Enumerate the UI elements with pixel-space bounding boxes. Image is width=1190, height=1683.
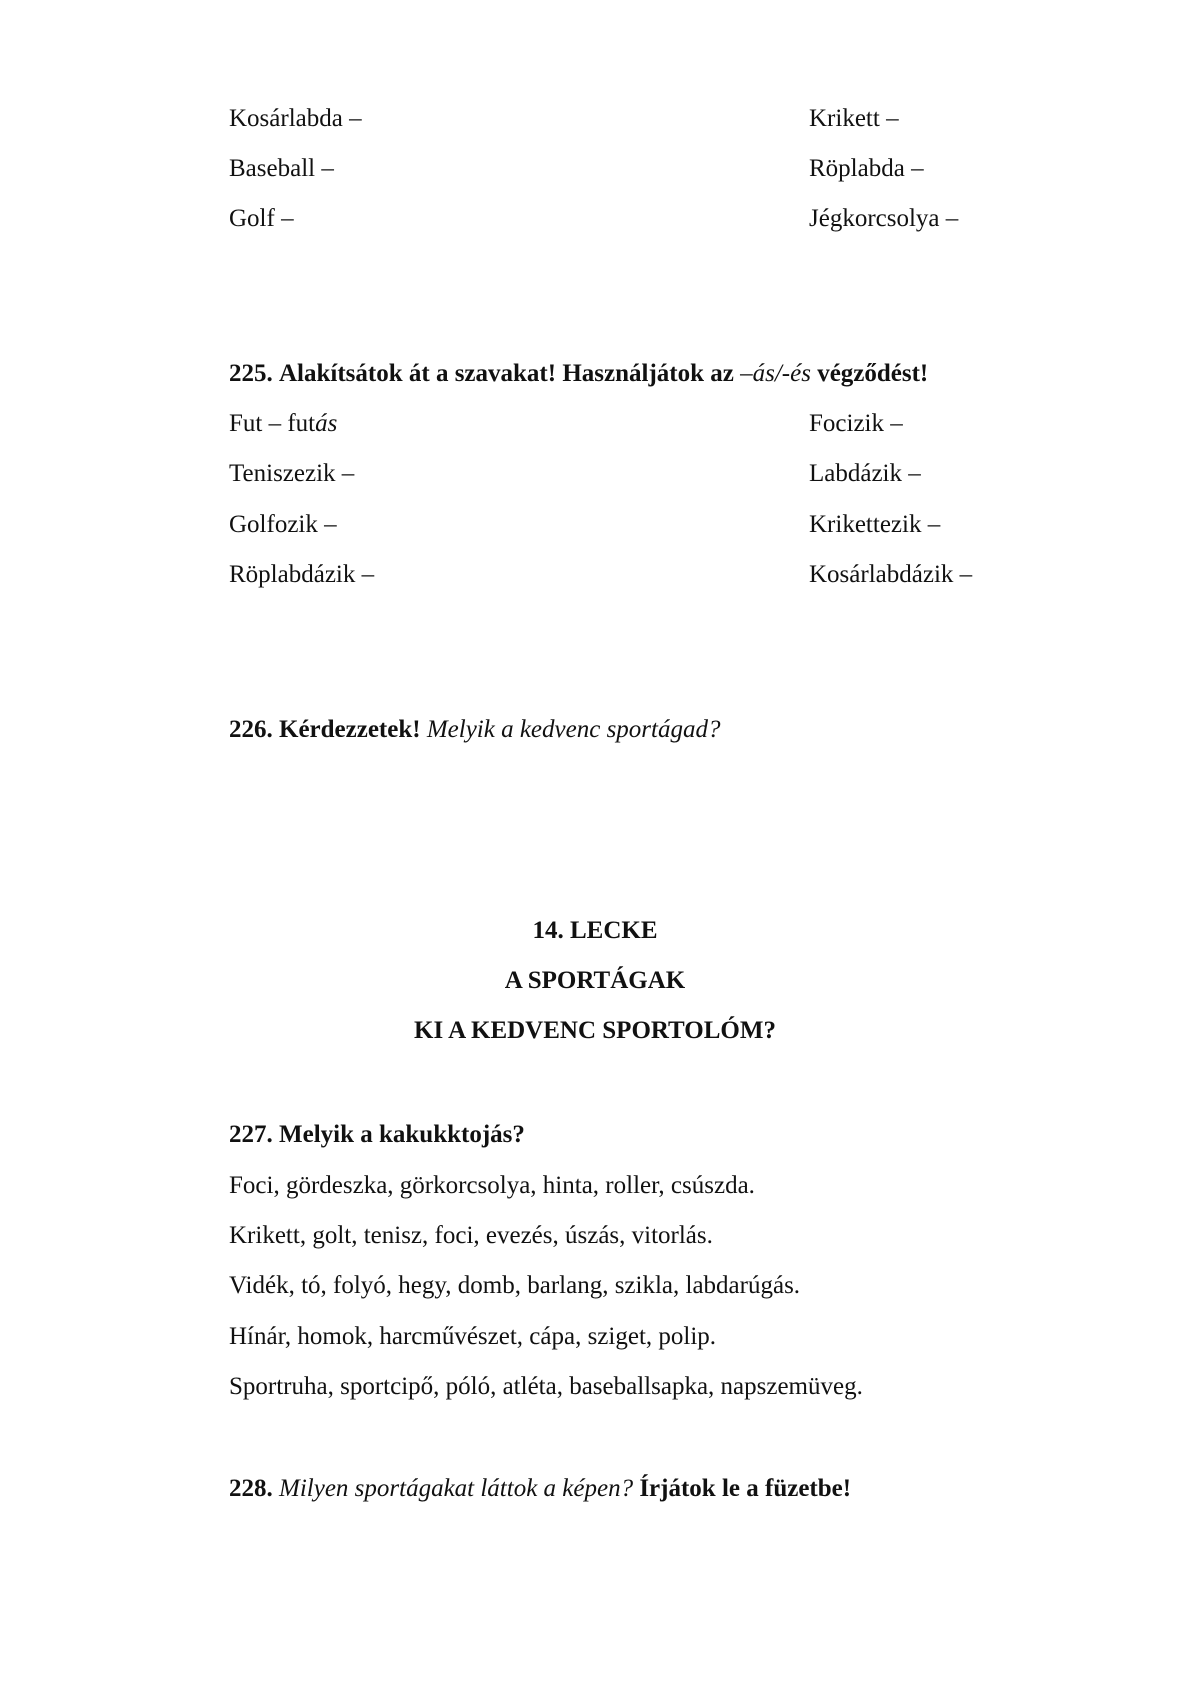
verb-item: Teniszezik – [229,460,355,487]
verb-item: Golfozik – [229,511,337,538]
verb-item: Krikettezik – [809,511,941,538]
exercise-instruction: Írjátok le a füzetbe! [639,1475,852,1502]
exercise-225-heading [229,361,928,386]
sport-item: Krikett – [809,105,899,132]
word-list-line: Sportruha, sportcipő, póló, atléta, baseballsapka, napszemüveg. [229,1373,863,1400]
exercise-question: Milyen sportágakat láttok a képen? [279,1475,634,1502]
lesson-number: 14. LECKE [532,917,658,944]
word-list-line: Krikett, golt, tenisz, foci, evezés, úszás, vitorlás. [229,1222,713,1249]
exercise-instruction: Alakítsátok át a szavakat! Használjátok az [279,360,734,387]
sport-item: Jégkorcsolya – [809,205,959,232]
sport-item: Golf – [229,205,294,232]
exercise-label: 226. Kérdezzetek! [229,716,421,743]
example-suffix: ás [315,410,338,437]
word-list-line: Vidék, tó, folyó, hegy, domb, barlang, szikla, labdarúgás. [229,1272,801,1299]
word-list-line: Foci, gördeszka, görkorcsolya, hinta, roller, csúszda. [229,1172,755,1199]
exercise-number: 225. [229,360,273,387]
sport-item: Kosárlabda – [229,105,362,132]
sport-item: Baseball – [229,155,334,182]
exercise-instruction-end: végződést! [817,360,929,387]
lesson-title: A SPORTÁGAK [504,967,686,994]
example-item [229,411,337,436]
exercise-227-heading: 227. Melyik a kakukktojás? [229,1121,525,1148]
exercise-number: 228. [229,1475,273,1502]
word-list-line: Hínár, homok, harcművészet, cápa, sziget, polip. [229,1323,717,1350]
verb-item: Röplabdázik – [229,561,375,588]
example-base: Fut – fut [229,410,316,437]
lesson-subtitle: KI A KEDVENC SPORTOLÓM? [414,1017,776,1044]
verb-item: Labdázik – [809,460,921,487]
exercise-228 [229,1476,851,1501]
verb-item: Focizik – [809,410,903,437]
verb-item: Kosárlabdázik – [809,561,973,588]
exercise-226 [229,717,720,742]
exercise-question: Melyik a kedvenc sportágad? [426,716,721,743]
suffix-text: –ás/-és [740,360,811,387]
sport-item: Röplabda – [809,155,924,182]
